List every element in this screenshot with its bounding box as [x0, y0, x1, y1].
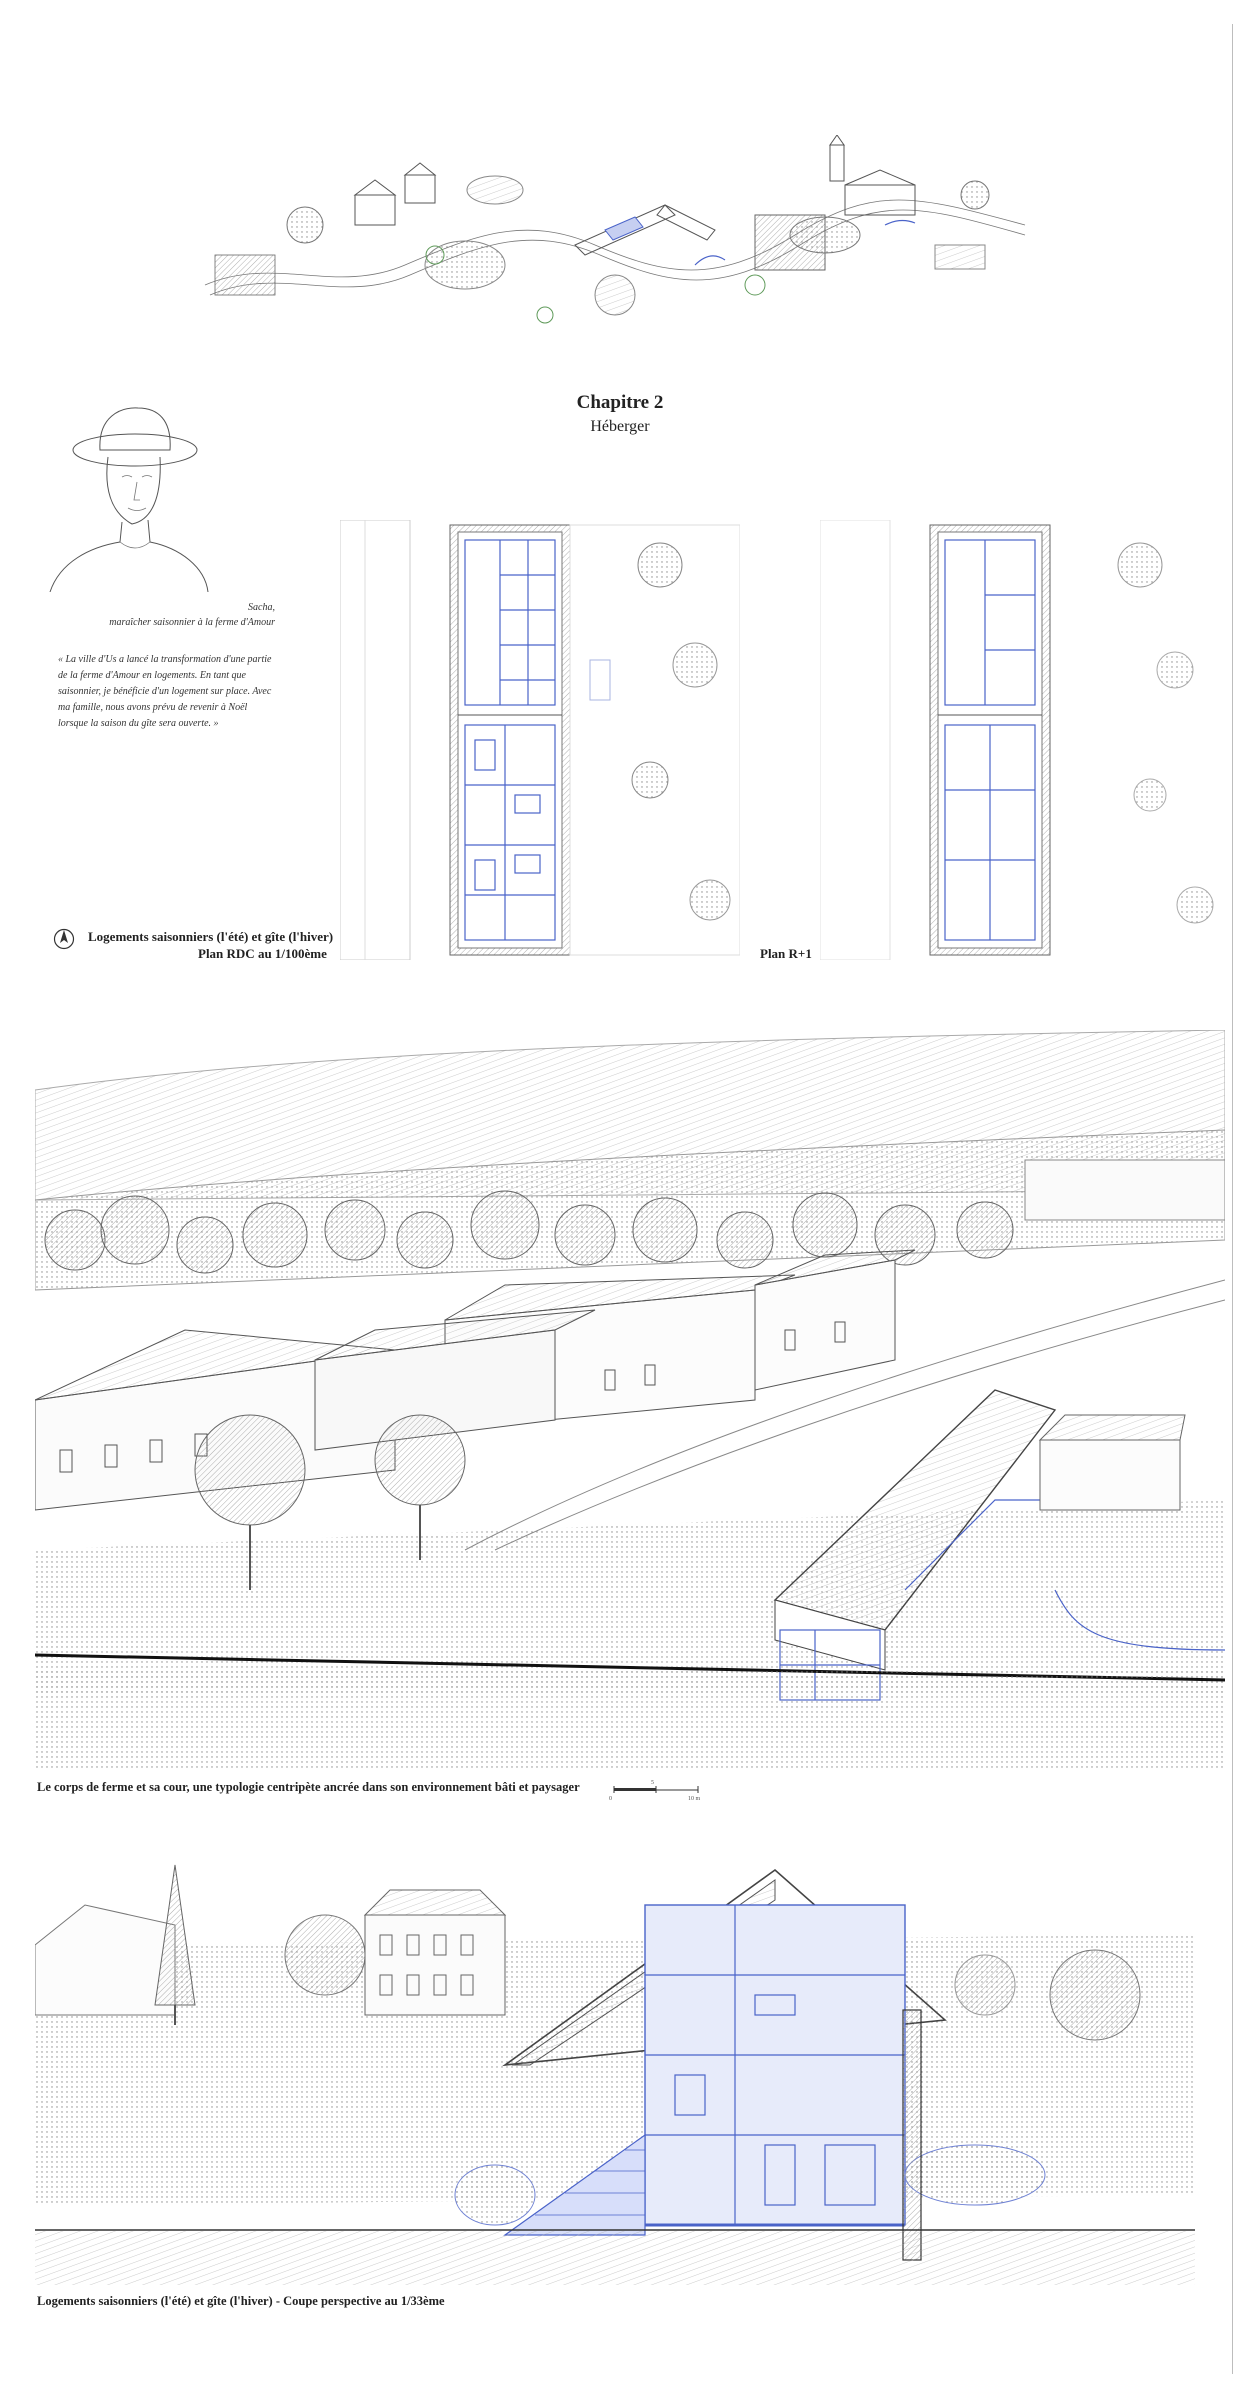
- page-edge-rule: [1232, 24, 1233, 2374]
- portrait-sketch: [40, 402, 210, 592]
- plan-rdc-drawing: [340, 520, 740, 960]
- scale-label-zero: 0: [609, 1796, 612, 1802]
- quote-text: « La ville d'Us a lancé la transformation d'une partie de la ferme d'Amour en logements. En tant que saisonnier, je bénéficie d'un logement sur place. Avec ma famille, nous avons prévu de revenir à Noël lorsque la saison du gîte sera ouverte. »: [58, 654, 272, 729]
- section-caption: Logements saisonniers (l'été) et gîte (l'hiver) - Coupe perspective au 1/33ème: [37, 2294, 445, 2308]
- quote-author-role: maraîcher saisonnier à la ferme d'Amour: [109, 617, 275, 628]
- scale-label-end: 10 m: [688, 1796, 701, 1802]
- plan-caption-scale: Plan RDC au 1/100ème: [198, 946, 327, 961]
- section-perspective-drawing: [35, 1845, 1195, 2285]
- aerial-perspective-drawing: [35, 1030, 1225, 1770]
- plan-caption-title: Logements saisonniers (l'été) et gîte (l'hiver): [88, 929, 334, 944]
- chapter-title: Chapitre 2: [576, 392, 664, 413]
- scale-label-mid: 5: [651, 1780, 654, 1786]
- aerial-caption: Le corps de ferme et sa cour, une typologie centripète ancrée dans son environnement bâti et paysager: [37, 1780, 580, 1794]
- site-panorama-illustration: [195, 135, 1035, 350]
- quote-author-name: Sacha,: [248, 602, 275, 613]
- scale-bar: [612, 1778, 702, 1796]
- north-arrow-icon: [53, 928, 75, 950]
- plan-r1-drawing: [820, 520, 1220, 960]
- chapter-subtitle: Héberger: [590, 418, 650, 435]
- plan-r1-label: Plan R+1: [760, 946, 812, 961]
